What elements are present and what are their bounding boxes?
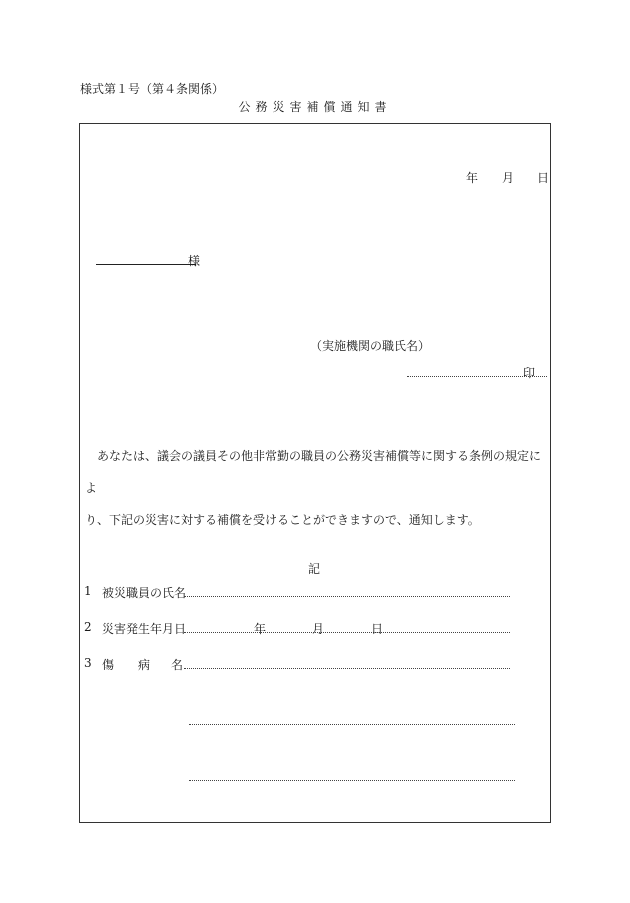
item-3-label-part-1: 傷 (102, 658, 115, 672)
ki-heading: 記 (308, 562, 321, 576)
injury-name-field[interactable] (184, 668, 510, 669)
recipient-suffix: 様 (188, 254, 201, 268)
document-title: 公務災害補償通知書 (238, 100, 392, 114)
form-number: 様式第１号（第４条関係） (80, 82, 225, 96)
incident-month-label: 月 (312, 622, 325, 636)
issuer-agency-label: （実施機関の職氏名） (310, 339, 431, 353)
date-year-label: 年 (466, 171, 479, 185)
notice-body-line-2: り、下記の災害に対する補償を受けることができますので、通知します。 (85, 513, 480, 527)
item-3-number: 3 (84, 656, 92, 670)
date-month-label: 月 (502, 171, 515, 185)
item-3-label-part-3: 名 (171, 658, 184, 672)
item-1-label: 被災職員の氏名 (102, 586, 187, 600)
item-2-label: 災害発生年月日 (102, 622, 187, 636)
incident-year-label: 年 (254, 622, 267, 636)
item-2-number: 2 (84, 620, 92, 634)
date-day-label: 日 (537, 171, 550, 185)
item-1-number: 1 (84, 584, 92, 598)
notice-body-line-1: あなたは、議会の議員その他非常勤の職員の公務災害補償等に関する条例の規定によ (85, 449, 542, 495)
injury-name-field-extra-2[interactable] (189, 780, 515, 781)
victim-name-field[interactable] (184, 596, 510, 597)
injury-name-field-extra-1[interactable] (189, 724, 515, 725)
notice-body (85, 440, 550, 536)
recipient-name-line[interactable] (96, 264, 196, 265)
seal-label: 印 (523, 366, 536, 380)
incident-day-label: 日 (371, 622, 384, 636)
incident-date-field[interactable] (184, 632, 510, 633)
item-3-label-part-2: 病 (138, 658, 151, 672)
